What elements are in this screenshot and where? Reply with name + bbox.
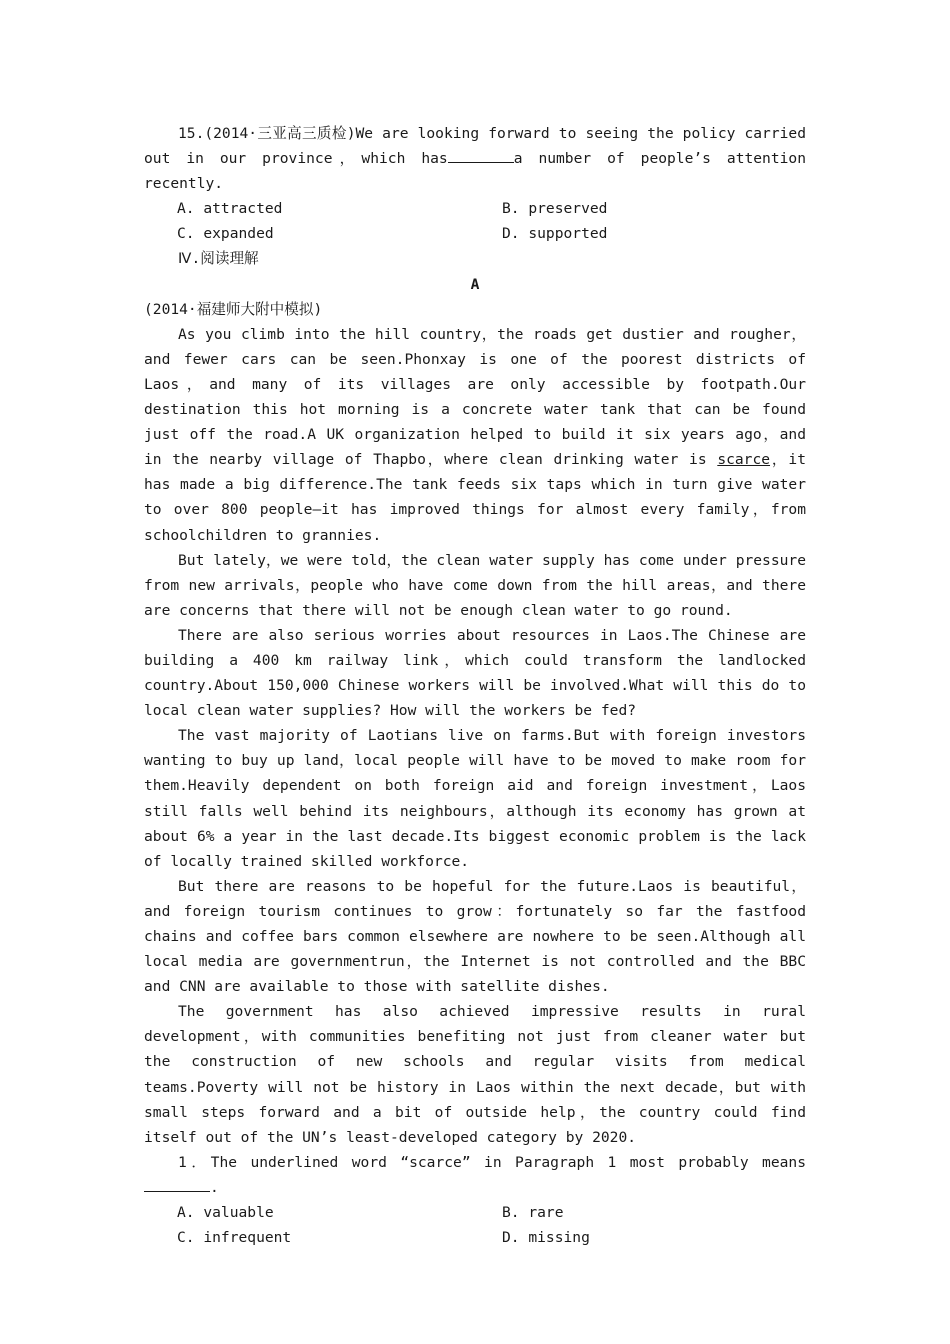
part-label: A	[470, 275, 480, 293]
option-a: A. attracted	[177, 200, 283, 218]
question-15-text-before: We are looking forward to seeing the policy carried out in our province，which has	[144, 125, 806, 168]
passage-paragraph-4: The vast majority of Laotians live on farms.But with foreign investors wanting to buy up land，local people will have to be moved to make room for them.Heavily dependent on both foreign aid and foreign investment，Laos still falls well behind its neighbours，although its economy has grown at about 6% a year in the last decade.Its biggest economic problem is the lack of locally trained skilled workforce.	[144, 727, 806, 870]
option-d: D. supported	[502, 225, 608, 243]
question-15	[144, 121, 806, 196]
question-15-number: 15.	[178, 125, 205, 142]
answer-blank	[144, 1175, 210, 1192]
question-1	[144, 1150, 806, 1200]
question-1-text-after: .	[210, 1178, 219, 1196]
passage-paragraph-1	[144, 322, 806, 548]
answer-blank	[448, 146, 514, 163]
question-15-options	[144, 196, 806, 246]
passage-paragraph-3: There are also serious worries about resources in Laos.The Chinese are building a 400 km railway link，which could transform the landlocked country.About 150,000 Chinese workers will be involved.What will this do to local clean water supplies? How will the workers be fed?	[144, 626, 806, 720]
passage-source: (2014·福建师大附中模拟)	[144, 300, 323, 318]
question-1-options	[144, 1200, 806, 1250]
passage-paragraph-5: But there are reasons to be hopeful for the future.Laos is beautiful，and foreign tourism continues to grow：fortunately so far the fastfood chains and coffee bars common elsewhere are nowhere to be seen.Although all local media are governmentrun，the Internet is not controlled and the BBC and CNN are available to those with satellite dishes.	[144, 877, 806, 996]
option-a: A. valuable	[177, 1204, 274, 1222]
paragraph-1-text-before: As you climb into the hill country，the roads get dustier and rougher，and fewer cars can be seen.Phonxay is one of the poorest districts of Laos，and many of its villages are only accessible by footpath.Our destination this hot morning is a concrete water tank that can be found just off the road.A UK organization helped to build it six years ago，and in the nearby village of Thapbo，where clean drinking water is	[144, 325, 806, 469]
section-heading: Ⅳ.阅读理解	[178, 250, 259, 268]
paragraph-1-text-after: ，it has made a big difference.The tank feeds six taps which in turn give water to over 800 people—it has improved things for almost every family，from schoolchildren to grannies.	[144, 451, 806, 544]
passage-paragraph-2: But lately，we were told，the clean water supply has come under pressure from new arrivals，people who have come down from the hill areas，and there are concerns that there will not be enough clean water to go round.	[144, 551, 806, 619]
option-d: D. missing	[502, 1229, 590, 1247]
question-1-text-before: 1．The underlined word “scarce” in Paragraph 1 most probably means	[178, 1153, 806, 1171]
option-c: C. infrequent	[177, 1229, 292, 1247]
option-b: B. preserved	[502, 200, 608, 218]
document-page	[144, 121, 806, 1250]
question-15-source: (2014·三亚高三质检)	[204, 125, 356, 142]
passage-paragraph-6: The government has also achieved impressive results in rural development，with communities benefiting not just from cleaner water but the construction of new schools and regular visits from medical teams.Poverty will not be history in Laos within the next decade，but with small steps forward and a bit of outside help，the country could find itself out of the UN’s least-developed category by 2020.	[144, 1003, 806, 1146]
option-b: B. rare	[502, 1204, 564, 1222]
option-c: C. expanded	[177, 225, 274, 243]
underlined-word: scarce	[717, 451, 771, 469]
question-15-text-after: a number of people’s attention recently.	[144, 150, 806, 193]
